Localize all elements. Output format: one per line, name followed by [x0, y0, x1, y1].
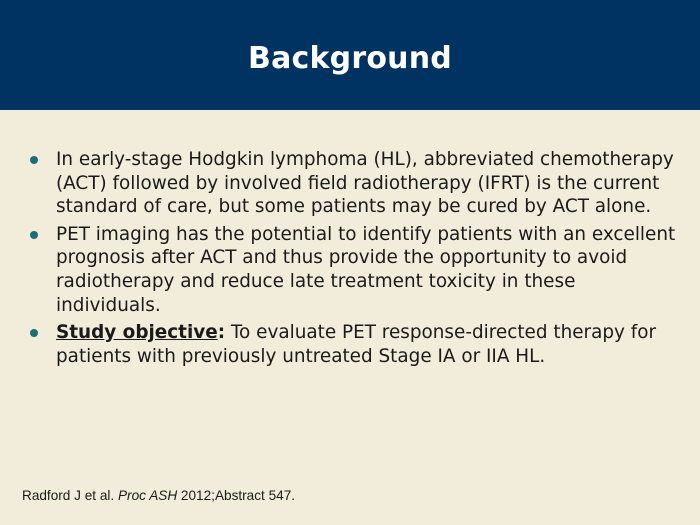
- bullet-text: In early-stage Hodgkin lymphoma (HL), abbreviated chemotherapy (ACT) followed by involved field radiotherapy (IFRT) is the current standard of care, but some patients may be cured by ACT alone.: [56, 149, 674, 218]
- citation: [22, 488, 295, 503]
- citation-details: 2012;Abstract 547.: [177, 488, 296, 503]
- citation-journal: Proc ASH: [117, 488, 178, 503]
- bullet-dot-icon: [30, 231, 38, 239]
- objective-text: To evaluate PET response-directed therapy for patients with previously untreated Stage IA or IIA HL.: [56, 322, 657, 367]
- bullet-text: PET imaging has the potential to identify patients with an excellent prognosis after ACT and thus provide the opportunity to avoid radiotherapy and reduce late treatment toxicity in these individuals.: [56, 223, 676, 316]
- bullet-item: [30, 148, 680, 219]
- bullet-item-objective: [30, 321, 680, 368]
- bullet-text-objective: [56, 321, 680, 368]
- citation-authors: Radford J et al.: [22, 488, 118, 503]
- objective-colon: :: [217, 322, 226, 344]
- bullet-list: [30, 148, 680, 372]
- bullet-item: [30, 223, 680, 317]
- objective-label: Study objective: [56, 322, 218, 344]
- bullet-dot-icon: [30, 156, 38, 164]
- bullet-dot-icon: [30, 329, 38, 337]
- slide-title: Background: [248, 40, 452, 76]
- title-bar: [0, 0, 700, 110]
